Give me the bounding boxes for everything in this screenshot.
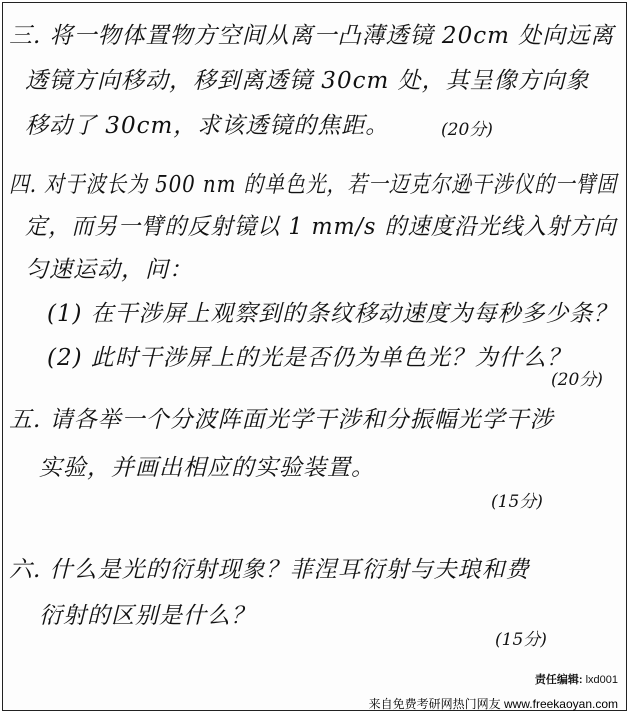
editor-name: lxd001 — [585, 674, 618, 686]
q4-line-1: 四. 对于波长为 500 nm 的单色光，若一迈克尔逊干涉仪的一臂固 — [9, 172, 618, 198]
q5-line-2: 实验，并画出相应的实验装置。 — [39, 455, 375, 481]
exam-page — [2, 2, 627, 711]
q5-line-1: 五. 请各举一个分波阵面光学干涉和分振幅光学干涉 — [9, 407, 554, 433]
q4-line-2: 定，而另一臂的反射镜以 1 mm/s 的速度沿光线入射方向 — [25, 214, 617, 240]
q6-line-1: 六. 什么是光的衍射现象？菲涅耳衍射与夫琅和费 — [9, 557, 530, 583]
q6-line-2: 衍射的区别是什么？ — [39, 603, 255, 629]
editor-label: 责任编辑: — [534, 674, 583, 686]
source-footer: 来自免费考研网热门网友 www.freekaoyan.com — [368, 697, 618, 711]
q5-score: (15分) — [491, 492, 543, 512]
q4-score: (20分) — [551, 370, 603, 390]
q4-line-3: 匀速运动，问： — [25, 257, 193, 283]
q3-score: (20分) — [441, 120, 493, 140]
q4-line-4: (1) 在干涉屏上观察到的条纹移动速度为每秒多少条？ — [47, 301, 618, 327]
q3-line-3: 移动了 30cm，求该透镜的焦距。 — [25, 113, 390, 139]
q4-line-5: (2) 此时干涉屏上的光是否仍为单色光？为什么？ — [47, 345, 571, 371]
q3-line-2: 透镜方向移动，移到离透镜 30cm 处，其呈像方向象 — [25, 68, 590, 94]
editor-credit — [535, 671, 618, 687]
q6-score: (15分) — [495, 630, 547, 650]
q3-line-1: 三. 将一物体置物方空间从离一凸薄透镜 20cm 处向远离 — [9, 23, 615, 49]
